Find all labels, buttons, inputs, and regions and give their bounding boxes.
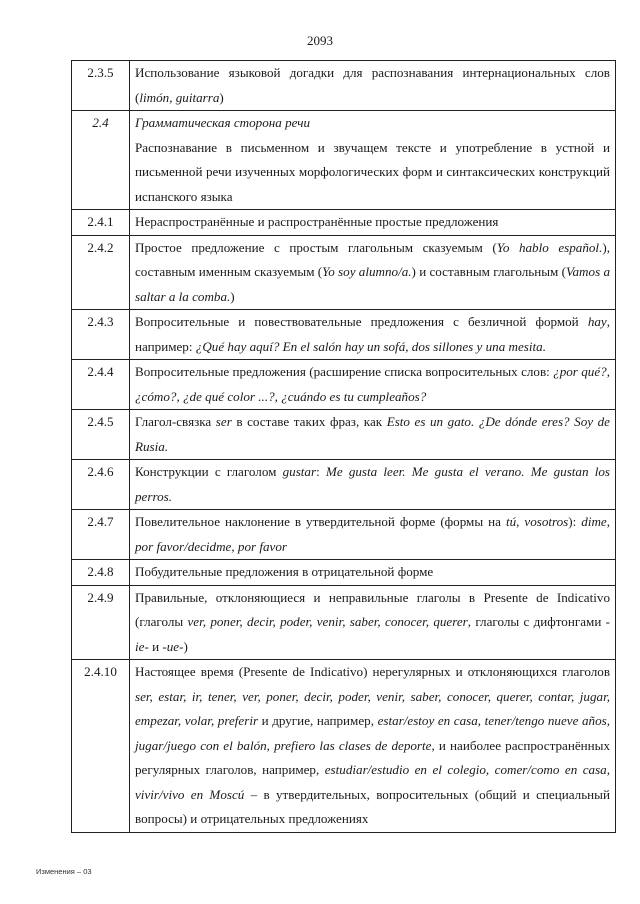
description-text: ) — [219, 89, 224, 105]
description-text: Повелительное наклонение в утвердительной форме (формы на — [135, 514, 506, 529]
section-description — [130, 360, 616, 410]
italic-example-text: Esto es un gato. ¿De dónde eres? Soy de Rusia. — [135, 414, 610, 454]
table-row — [72, 585, 616, 660]
description-text: Вопросительные предложения (расширение списка вопросительных слов: — [135, 364, 554, 379]
description-text: и другие, например, — [258, 713, 378, 728]
description-text: Простое предложение с простым глагольным сказуемым ( — [135, 239, 497, 255]
curriculum-table — [71, 60, 616, 833]
section-description — [130, 410, 616, 460]
italic-example-text: Vamos a saltar a la comba. — [135, 264, 610, 304]
description-paragraph — [135, 410, 610, 459]
italic-example-text: gustar — [282, 464, 317, 479]
description-paragraph — [135, 310, 610, 359]
italic-example-text: limón, guitarra — [139, 89, 220, 105]
section-number: 2.4.10 — [72, 660, 130, 833]
description-text: , глаголы с дифтонгами - — [467, 614, 611, 629]
section-description — [130, 61, 616, 111]
table-row — [72, 210, 616, 236]
description-paragraph — [135, 510, 610, 559]
description-text: , и наиболее распространённых регулярных глаголов, например, — [135, 737, 610, 777]
italic-example-text: vosotros — [524, 514, 569, 529]
section-number: 2.4.1 — [72, 210, 130, 236]
table-row — [72, 61, 616, 111]
table-row — [72, 560, 616, 586]
section-description — [130, 585, 616, 660]
italic-example-text: Yo soy alumno/a. — [322, 264, 412, 279]
description-paragraph — [135, 560, 610, 585]
section-number: 2.4.6 — [72, 460, 130, 510]
description-paragraph — [135, 210, 610, 235]
description-text: Глагол-связка — [135, 414, 216, 429]
section-number: 2.4.2 — [72, 235, 130, 310]
description-paragraph — [135, 236, 610, 310]
table-row — [72, 235, 616, 310]
description-paragraph — [135, 111, 610, 136]
page-number: 2093 — [307, 33, 333, 48]
section-description — [130, 460, 616, 510]
italic-example-text: estar/estoy en casa, tener/tengo nueve años, jugar/juego con el balón, prefiero las clases de deporte — [135, 713, 610, 753]
table-row — [72, 460, 616, 510]
italic-example-text: ie — [135, 638, 145, 654]
italic-example-text: estudiar/estudio en el colegio, comer/como en casa, vivir/vivo en Moscú — [135, 762, 611, 802]
italic-example-text: dime, por favor/decidme, por favor — [135, 514, 611, 554]
description-text: Нераспространённые и распространённые простые предложения — [135, 214, 499, 229]
section-description — [130, 111, 616, 210]
description-text: Использование языковой догадки для распознавания интернациональных слов ( — [135, 65, 610, 105]
description-paragraph — [135, 660, 610, 832]
description-text: в составе таких фраз, как — [231, 414, 387, 429]
description-text: Побудительные предложения в отрицательной форме — [135, 564, 434, 579]
italic-example-text: ue — [166, 638, 180, 654]
description-text: ) — [230, 288, 235, 304]
table-row — [72, 111, 616, 210]
italic-example-text: Yo hablo español. — [496, 239, 603, 255]
description-paragraph — [135, 136, 610, 210]
description-text: Настоящее время (Presente de Indicativo) нерегулярных и отклоняющихся глаголов — [135, 664, 610, 679]
description-text: , — [516, 514, 525, 529]
italic-example-text: hay — [587, 314, 607, 329]
table-row — [72, 310, 616, 360]
description-text: ), составным именным сказуемым ( — [135, 239, 610, 279]
section-description — [130, 310, 616, 360]
section-number: 2.4.8 — [72, 560, 130, 586]
section-description — [130, 660, 616, 833]
table-row — [72, 510, 616, 560]
section-description — [130, 210, 616, 236]
section-number: 2.4.4 — [72, 360, 130, 410]
description-text: - и - — [144, 638, 167, 654]
section-description — [130, 235, 616, 310]
description-paragraph — [135, 61, 610, 110]
section-number: 2.4 — [72, 111, 130, 210]
section-number: 2.4.3 — [72, 310, 130, 360]
italic-example-text: tú — [505, 514, 517, 529]
italic-example-text: Грамматическая сторона речи — [135, 115, 311, 130]
table-row — [72, 410, 616, 460]
table-row — [72, 660, 616, 833]
description-text: -) — [179, 638, 188, 654]
section-number: 2.4.7 — [72, 510, 130, 560]
description-text: ): — [568, 514, 582, 529]
table-row — [72, 360, 616, 410]
description-text: ) и составным глагольным ( — [411, 264, 566, 279]
section-description — [130, 510, 616, 560]
description-text: Распознавание в письменном и звучащем тексте и употребление в устной и письменной речи изученных морфологических форм и синтаксических конструкций испанского языка — [135, 139, 610, 204]
italic-example-text: ¿por qué?, ¿cómo?, ¿de qué color ...?, ¿cuándo es tu cumpleaños? — [135, 364, 610, 404]
italic-example-text: ver, poner, decir, poder, venir, saber, conocer, querer — [187, 614, 468, 629]
italic-example-text: ser — [215, 414, 232, 429]
description-paragraph — [135, 460, 610, 509]
section-description — [130, 560, 616, 586]
description-text: – в утвердительных, вопросительных (общий и специальный вопросы) и отрицательных предложениях — [135, 786, 610, 826]
description-text: Правильные, отклоняющиеся и неправильные глаголы в Presente de Indicativo (глаголы — [135, 589, 610, 629]
italic-example-text: ¿Qué hay aquí? En el salón hay un sofá, dos sillones y una mesita. — [195, 338, 546, 354]
footer-revision: Изменения – 03 — [36, 867, 92, 876]
section-number: 2.4.5 — [72, 410, 130, 460]
description-paragraph — [135, 360, 610, 409]
italic-example-text: Me gusta leer. Me gusta el verano. Me gustan los perros. — [135, 464, 610, 504]
section-number: 2.4.9 — [72, 585, 130, 660]
description-text: , например: — [135, 314, 610, 354]
italic-example-text: ser, estar, ir, tener, ver, poner, decir, poder, venir, saber, conocer, querer, contar, jugar, empezar, volar, preferir — [135, 688, 610, 728]
description-text: : — [316, 464, 326, 479]
description-text: Вопросительные и повествовательные предложения с безличной формой — [135, 314, 588, 329]
description-paragraph — [135, 586, 610, 660]
section-number: 2.3.5 — [72, 61, 130, 111]
description-text: Конструкции с глаголом — [135, 464, 283, 479]
